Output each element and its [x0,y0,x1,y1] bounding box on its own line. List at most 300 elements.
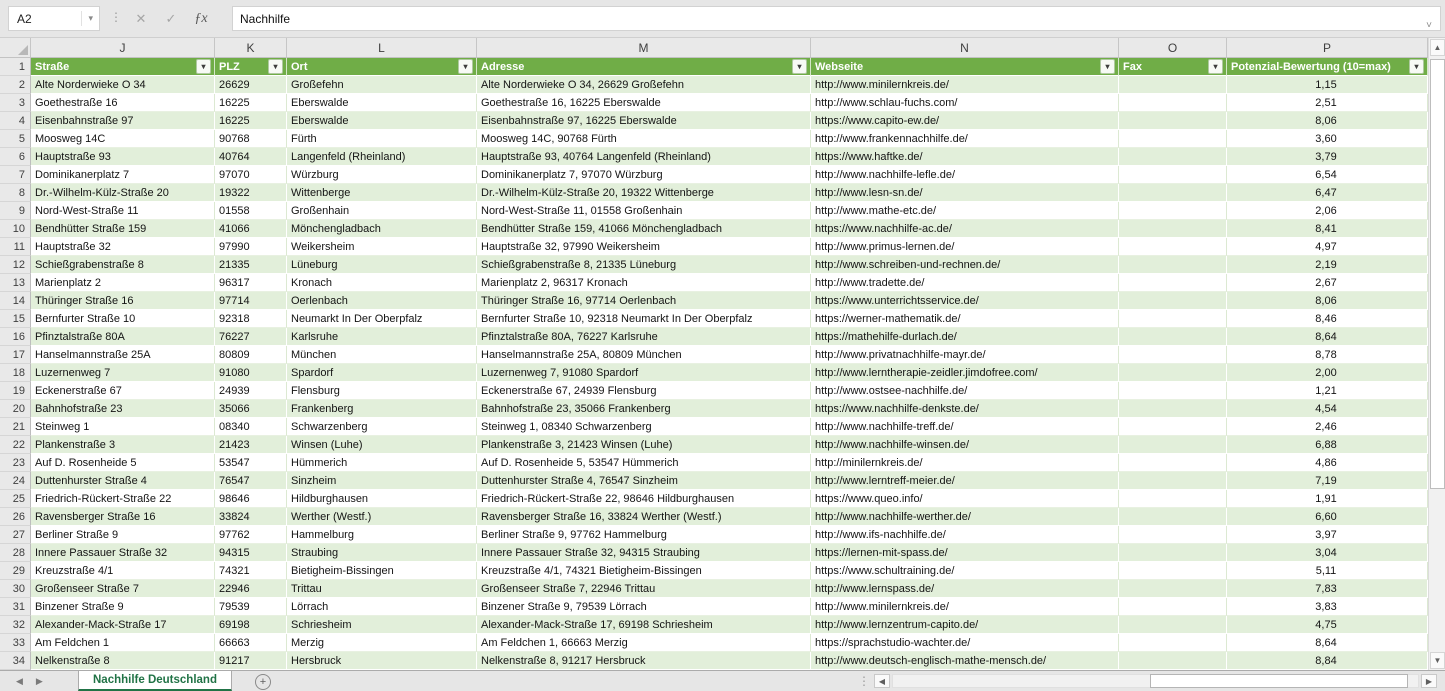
row-number[interactable]: 15 [0,310,31,328]
cell[interactable]: 4,75 [1227,616,1428,634]
cell[interactable]: Steinweg 1 [31,418,215,436]
cell[interactable]: Eckenerstraße 67, 24939 Flensburg [477,382,811,400]
table-header-cell[interactable] [477,58,811,76]
cell[interactable]: Nelkenstraße 8, 91217 Hersbruck [477,652,811,670]
cell[interactable]: http://www.privatnachhilfe-mayr.de/ [811,346,1119,364]
cell[interactable]: Duttenhurster Straße 4 [31,472,215,490]
cell[interactable]: Merzig [287,634,477,652]
cell[interactable]: Friedrich-Rückert-Straße 22 [31,490,215,508]
cell[interactable]: Kronach [287,274,477,292]
cell[interactable]: Hanselmannstraße 25A [31,346,215,364]
cell[interactable]: 8,64 [1227,328,1428,346]
cell[interactable]: http://minilernkreis.de/ [811,454,1119,472]
cell[interactable]: 2,46 [1227,418,1428,436]
cell[interactable]: 76547 [215,472,287,490]
cell[interactable]: Hauptstraße 93 [31,148,215,166]
row-number[interactable]: 19 [0,382,31,400]
cell[interactable]: Fürth [287,130,477,148]
cell[interactable] [1119,166,1227,184]
confirm-icon[interactable]: ✓ [165,10,177,26]
cell[interactable]: 7,83 [1227,580,1428,598]
filter-button[interactable] [1208,59,1223,74]
cell[interactable] [1119,256,1227,274]
row-number[interactable]: 18 [0,364,31,382]
row-number[interactable]: 29 [0,562,31,580]
formula-bar-grip-icon[interactable]: ⋮ [110,10,122,24]
cell[interactable] [1119,148,1227,166]
cell[interactable]: 1,15 [1227,76,1428,94]
cell[interactable]: Alte Norderwieke O 34 [31,76,215,94]
column-header-J[interactable]: J [31,38,215,57]
cell[interactable]: 97990 [215,238,287,256]
cell[interactable]: 8,06 [1227,112,1428,130]
cell[interactable]: 92318 [215,310,287,328]
cell[interactable]: 3,79 [1227,148,1428,166]
cell[interactable]: Flensburg [287,382,477,400]
cell[interactable]: 2,06 [1227,202,1428,220]
row-number[interactable]: 4 [0,112,31,130]
cell[interactable]: Kreuzstraße 4/1, 74321 Bietigheim-Bissingen [477,562,811,580]
column-header-O[interactable]: O [1119,38,1227,57]
cell[interactable]: Pfinztalstraße 80A [31,328,215,346]
cell[interactable]: Am Feldchen 1 [31,634,215,652]
row-number[interactable]: 3 [0,94,31,112]
cell[interactable]: 24939 [215,382,287,400]
cell[interactable]: 2,00 [1227,364,1428,382]
cell[interactable]: 35066 [215,400,287,418]
cell[interactable]: Bahnhofstraße 23 [31,400,215,418]
cell[interactable] [1119,508,1227,526]
cell[interactable]: http://www.schreiben-und-rechnen.de/ [811,256,1119,274]
cell[interactable]: Auf D. Rosenheide 5, 53547 Hümmerich [477,454,811,472]
cell[interactable]: 1,91 [1227,490,1428,508]
cell[interactable]: 5,11 [1227,562,1428,580]
cell[interactable]: Spardorf [287,364,477,382]
cell[interactable]: Bernfurter Straße 10 [31,310,215,328]
cell[interactable] [1119,652,1227,670]
row-number[interactable]: 31 [0,598,31,616]
cell[interactable]: Bahnhofstraße 23, 35066 Frankenberg [477,400,811,418]
filter-button[interactable] [196,59,211,74]
cell[interactable]: https://www.nachhilfe-denkste.de/ [811,400,1119,418]
cell[interactable]: Nelkenstraße 8 [31,652,215,670]
cell[interactable]: Luzernenweg 7, 91080 Spardorf [477,364,811,382]
formula-input[interactable] [232,6,1441,31]
cell[interactable]: Großenseer Straße 7, 22946 Trittau [477,580,811,598]
cell[interactable]: 3,04 [1227,544,1428,562]
cell[interactable]: 80809 [215,346,287,364]
cell[interactable] [1119,310,1227,328]
formula-bar-expand-icon[interactable]: ˅ [1426,20,1432,31]
filter-button[interactable] [268,59,283,74]
cell[interactable]: 97070 [215,166,287,184]
row-number[interactable]: 21 [0,418,31,436]
cell[interactable]: Langenfeld (Rheinland) [287,148,477,166]
cell[interactable]: http://www.lerntherapie-zeidler.jimdofree.com/ [811,364,1119,382]
cell[interactable]: Hauptstraße 93, 40764 Langenfeld (Rheinland) [477,148,811,166]
cell[interactable] [1119,94,1227,112]
cell[interactable]: Eberswalde [287,112,477,130]
cell[interactable]: München [287,346,477,364]
cell[interactable]: http://www.frankennachhilfe.de/ [811,130,1119,148]
cell[interactable]: 4,86 [1227,454,1428,472]
cell[interactable]: https://www.queo.info/ [811,490,1119,508]
cell[interactable]: Karlsruhe [287,328,477,346]
filter-button[interactable] [1100,59,1115,74]
cell[interactable] [1119,598,1227,616]
scroll-down-icon[interactable]: ▼ [1430,652,1445,669]
row-number[interactable]: 28 [0,544,31,562]
cell[interactable]: 2,19 [1227,256,1428,274]
cell[interactable]: 2,67 [1227,274,1428,292]
row-number[interactable]: 20 [0,400,31,418]
cell[interactable]: 26629 [215,76,287,94]
cell[interactable]: Weikersheim [287,238,477,256]
column-header-P[interactable]: P [1227,38,1428,57]
cell[interactable]: 8,64 [1227,634,1428,652]
cell[interactable]: Hersbruck [287,652,477,670]
cell[interactable]: Eisenbahnstraße 97 [31,112,215,130]
cell[interactable]: Schießgrabenstraße 8 [31,256,215,274]
cell[interactable]: Berliner Straße 9 [31,526,215,544]
cell[interactable]: Marienplatz 2, 96317 Kronach [477,274,811,292]
cell[interactable]: Dominikanerplatz 7 [31,166,215,184]
cell[interactable] [1119,202,1227,220]
cell[interactable]: Am Feldchen 1, 66663 Merzig [477,634,811,652]
cell[interactable]: http://www.nachhilfe-lefle.de/ [811,166,1119,184]
cell[interactable]: http://www.ifs-nachhilfe.de/ [811,526,1119,544]
cell[interactable]: 1,21 [1227,382,1428,400]
sheet-nav-left-icon[interactable]: ◀ [16,675,23,686]
row-number[interactable]: 14 [0,292,31,310]
row-number[interactable]: 5 [0,130,31,148]
cell[interactable] [1119,454,1227,472]
cell[interactable]: 8,06 [1227,292,1428,310]
cell[interactable]: 01558 [215,202,287,220]
cell[interactable]: 40764 [215,148,287,166]
cell[interactable] [1119,364,1227,382]
cell[interactable]: 98646 [215,490,287,508]
row-number[interactable]: 34 [0,652,31,670]
cell[interactable]: Straubing [287,544,477,562]
cell[interactable]: Mönchengladbach [287,220,477,238]
cell[interactable]: http://www.lesn-sn.de/ [811,184,1119,202]
cell[interactable]: Bendhütter Straße 159, 41066 Mönchengladbach [477,220,811,238]
cell[interactable]: 8,41 [1227,220,1428,238]
cell[interactable]: Bietigheim-Bissingen [287,562,477,580]
cell[interactable]: Dr.-Wilhelm-Külz-Straße 20, 19322 Wittenberge [477,184,811,202]
row-number[interactable]: 11 [0,238,31,256]
cell[interactable]: 53547 [215,454,287,472]
cell[interactable]: Lüneburg [287,256,477,274]
cell[interactable]: 08340 [215,418,287,436]
cell[interactable] [1119,634,1227,652]
table-header-cell[interactable] [215,58,287,76]
table-header-cell[interactable] [811,58,1119,76]
cell[interactable]: Hauptstraße 32 [31,238,215,256]
cell[interactable]: Eckenerstraße 67 [31,382,215,400]
cell[interactable]: 90768 [215,130,287,148]
cell[interactable] [1119,130,1227,148]
cell[interactable]: Bendhütter Straße 159 [31,220,215,238]
cell[interactable]: Oerlenbach [287,292,477,310]
cell[interactable]: https://mathehilfe-durlach.de/ [811,328,1119,346]
cell[interactable]: http://www.nachhilfe-treff.de/ [811,418,1119,436]
row-number[interactable]: 1 [0,58,31,76]
cell[interactable]: Thüringer Straße 16 [31,292,215,310]
cell[interactable]: Luzernenweg 7 [31,364,215,382]
scroll-left-icon[interactable]: ◀ [874,674,890,688]
cell[interactable]: 4,97 [1227,238,1428,256]
cell[interactable]: 91217 [215,652,287,670]
cell[interactable]: http://www.tradette.de/ [811,274,1119,292]
cell[interactable]: 2,51 [1227,94,1428,112]
cell[interactable] [1119,580,1227,598]
cell[interactable]: http://www.nachhilfe-winsen.de/ [811,436,1119,454]
cell[interactable]: http://www.schlau-fuchs.com/ [811,94,1119,112]
cell[interactable] [1119,526,1227,544]
cell[interactable]: Innere Passauer Straße 32, 94315 Straubing [477,544,811,562]
cell[interactable]: Pfinztalstraße 80A, 76227 Karlsruhe [477,328,811,346]
row-number[interactable]: 9 [0,202,31,220]
cell[interactable]: https://sprachstudio-wachter.de/ [811,634,1119,652]
cell[interactable]: Hammelburg [287,526,477,544]
cell[interactable] [1119,472,1227,490]
cell[interactable]: Binzener Straße 9 [31,598,215,616]
cell[interactable]: 6,60 [1227,508,1428,526]
cell[interactable]: Plankenstraße 3 [31,436,215,454]
cell[interactable]: https://werner-mathematik.de/ [811,310,1119,328]
filter-button[interactable] [792,59,807,74]
cell[interactable]: Eberswalde [287,94,477,112]
cell[interactable]: 94315 [215,544,287,562]
cell[interactable] [1119,544,1227,562]
row-number[interactable]: 33 [0,634,31,652]
row-number[interactable]: 6 [0,148,31,166]
column-header-N[interactable]: N [811,38,1119,57]
cell[interactable]: 33824 [215,508,287,526]
cell[interactable]: Würzburg [287,166,477,184]
row-number[interactable]: 2 [0,76,31,94]
row-number[interactable]: 32 [0,616,31,634]
cell[interactable]: Dr.-Wilhelm-Külz-Straße 20 [31,184,215,202]
cell[interactable]: Nord-West-Straße 11 [31,202,215,220]
cell[interactable]: http://www.minilernkreis.de/ [811,76,1119,94]
cell[interactable]: 3,60 [1227,130,1428,148]
cell[interactable] [1119,112,1227,130]
scroll-up-icon[interactable]: ▲ [1430,39,1445,56]
cell[interactable]: 6,54 [1227,166,1428,184]
cell[interactable]: Eisenbahnstraße 97, 16225 Eberswalde [477,112,811,130]
cell[interactable]: 3,83 [1227,598,1428,616]
cell[interactable]: Duttenhurster Straße 4, 76547 Sinzheim [477,472,811,490]
cell[interactable]: https://www.nachhilfe-ac.de/ [811,220,1119,238]
cell[interactable]: Hauptstraße 32, 97990 Weikersheim [477,238,811,256]
sheet-nav-right-icon[interactable]: ▶ [35,675,43,686]
cell[interactable]: https://www.unterrichtsservice.de/ [811,292,1119,310]
cell[interactable]: 69198 [215,616,287,634]
select-all-corner[interactable] [0,38,31,57]
cell[interactable]: 19322 [215,184,287,202]
column-header-K[interactable]: K [215,38,287,57]
cell[interactable]: Winsen (Luhe) [287,436,477,454]
cell[interactable]: Großefehn [287,76,477,94]
cell[interactable]: https://www.capito-ew.de/ [811,112,1119,130]
cell[interactable]: Alte Norderwieke O 34, 26629 Großefehn [477,76,811,94]
cell[interactable]: Nord-West-Straße 11, 01558 Großenhain [477,202,811,220]
row-number[interactable]: 24 [0,472,31,490]
cell[interactable] [1119,76,1227,94]
cell[interactable]: 21423 [215,436,287,454]
cell[interactable]: Großenseer Straße 7 [31,580,215,598]
cancel-icon[interactable]: ✕ [135,10,147,26]
cell[interactable] [1119,346,1227,364]
cell[interactable]: Neumarkt In Der Oberpfalz [287,310,477,328]
table-header-cell[interactable] [31,58,215,76]
cell[interactable]: Trittau [287,580,477,598]
cell[interactable]: Hildburghausen [287,490,477,508]
name-box-dropdown-icon[interactable]: ▾ [81,11,99,26]
cell[interactable]: 76227 [215,328,287,346]
cell[interactable]: Innere Passauer Straße 32 [31,544,215,562]
cell[interactable]: Dominikanerplatz 7, 97070 Würzburg [477,166,811,184]
cell[interactable]: Steinweg 1, 08340 Schwarzenberg [477,418,811,436]
scrollbar-grip-icon[interactable]: ⋮ [858,674,870,688]
cell[interactable]: 3,97 [1227,526,1428,544]
insert-function-icon[interactable]: ƒx [194,10,208,26]
cell[interactable]: Alexander-Mack-Straße 17 [31,616,215,634]
cell[interactable]: 22946 [215,580,287,598]
filter-button[interactable] [458,59,473,74]
cell[interactable]: 6,47 [1227,184,1428,202]
cell[interactable] [1119,400,1227,418]
cell[interactable] [1119,328,1227,346]
cell[interactable]: 79539 [215,598,287,616]
cell[interactable]: Großenhain [287,202,477,220]
cell[interactable]: 21335 [215,256,287,274]
row-number[interactable]: 13 [0,274,31,292]
cell[interactable]: Auf D. Rosenheide 5 [31,454,215,472]
cell[interactable] [1119,562,1227,580]
cell[interactable]: 16225 [215,94,287,112]
row-number[interactable]: 10 [0,220,31,238]
cell[interactable]: http://www.nachhilfe-werther.de/ [811,508,1119,526]
cell[interactable]: http://www.mathe-etc.de/ [811,202,1119,220]
cell[interactable]: Alexander-Mack-Straße 17, 69198 Schriesheim [477,616,811,634]
cell[interactable]: http://www.minilernkreis.de/ [811,598,1119,616]
row-number[interactable]: 25 [0,490,31,508]
cell[interactable]: Marienplatz 2 [31,274,215,292]
cell[interactable]: 8,78 [1227,346,1428,364]
cell[interactable]: 66663 [215,634,287,652]
cell[interactable]: Binzener Straße 9, 79539 Lörrach [477,598,811,616]
table-header-cell[interactable] [287,58,477,76]
cell[interactable]: http://www.lernspass.de/ [811,580,1119,598]
cell[interactable]: http://www.lernzentrum-capito.de/ [811,616,1119,634]
cell[interactable]: Schwarzenberg [287,418,477,436]
cell[interactable]: Lörrach [287,598,477,616]
row-number[interactable]: 23 [0,454,31,472]
name-box[interactable] [8,6,100,31]
row-number[interactable]: 27 [0,526,31,544]
cell[interactable] [1119,418,1227,436]
cell[interactable]: Frankenberg [287,400,477,418]
cell[interactable]: Werther (Westf.) [287,508,477,526]
table-header-cell[interactable] [1227,58,1428,76]
row-number[interactable]: 17 [0,346,31,364]
column-header-M[interactable]: M [477,38,811,57]
cell[interactable]: Plankenstraße 3, 21423 Winsen (Luhe) [477,436,811,454]
cell[interactable]: 4,54 [1227,400,1428,418]
cell[interactable] [1119,490,1227,508]
cell[interactable]: Wittenberge [287,184,477,202]
cell[interactable]: 41066 [215,220,287,238]
scroll-right-icon[interactable]: ▶ [1421,674,1437,688]
cell[interactable]: http://www.ostsee-nachhilfe.de/ [811,382,1119,400]
row-number[interactable]: 16 [0,328,31,346]
row-number[interactable]: 30 [0,580,31,598]
row-number[interactable]: 7 [0,166,31,184]
cell[interactable]: Thüringer Straße 16, 97714 Oerlenbach [477,292,811,310]
cell[interactable]: Friedrich-Rückert-Straße 22, 98646 Hildburghausen [477,490,811,508]
row-number[interactable]: 22 [0,436,31,454]
cell[interactable]: Sinzheim [287,472,477,490]
cell[interactable] [1119,292,1227,310]
cell[interactable]: Hanselmannstraße 25A, 80809 München [477,346,811,364]
cell[interactable]: Bernfurter Straße 10, 92318 Neumarkt In Der Oberpfalz [477,310,811,328]
cell[interactable]: Moosweg 14C [31,130,215,148]
cell[interactable]: 8,46 [1227,310,1428,328]
cell[interactable]: https://lernen-mit-spass.de/ [811,544,1119,562]
filter-button[interactable] [1409,59,1424,74]
cell[interactable] [1119,220,1227,238]
cell[interactable] [1119,274,1227,292]
sheet-tab-active[interactable] [78,671,232,691]
cell[interactable]: Ravensberger Straße 16 [31,508,215,526]
horizontal-scrollbar-thumb[interactable] [1150,674,1408,688]
cell[interactable]: Kreuzstraße 4/1 [31,562,215,580]
cell[interactable]: http://www.lerntreff-meier.de/ [811,472,1119,490]
cell[interactable]: Berliner Straße 9, 97762 Hammelburg [477,526,811,544]
cell[interactable]: Ravensberger Straße 16, 33824 Werther (Westf.) [477,508,811,526]
cell[interactable]: http://www.deutsch-englisch-mathe-mensch.de/ [811,652,1119,670]
cell[interactable]: 91080 [215,364,287,382]
table-header-cell[interactable] [1119,58,1227,76]
cell[interactable]: https://www.haftke.de/ [811,148,1119,166]
cell[interactable]: Hümmerich [287,454,477,472]
row-number[interactable]: 26 [0,508,31,526]
cell[interactable] [1119,382,1227,400]
cell[interactable]: 7,19 [1227,472,1428,490]
cell[interactable]: 74321 [215,562,287,580]
cell[interactable]: Moosweg 14C, 90768 Fürth [477,130,811,148]
cell[interactable]: Schießgrabenstraße 8, 21335 Lüneburg [477,256,811,274]
cell[interactable]: https://www.schultraining.de/ [811,562,1119,580]
vertical-scrollbar[interactable] [1428,38,1445,670]
cell[interactable]: 97714 [215,292,287,310]
cell[interactable] [1119,616,1227,634]
cell[interactable]: Schriesheim [287,616,477,634]
vertical-scrollbar-thumb[interactable] [1430,59,1445,489]
cell[interactable]: 6,88 [1227,436,1428,454]
cell[interactable]: http://www.primus-lernen.de/ [811,238,1119,256]
cell[interactable] [1119,238,1227,256]
cell[interactable]: Goethestraße 16, 16225 Eberswalde [477,94,811,112]
cell[interactable] [1119,184,1227,202]
column-header-L[interactable]: L [287,38,477,57]
add-sheet-icon[interactable] [255,674,271,690]
cell[interactable]: Goethestraße 16 [31,94,215,112]
